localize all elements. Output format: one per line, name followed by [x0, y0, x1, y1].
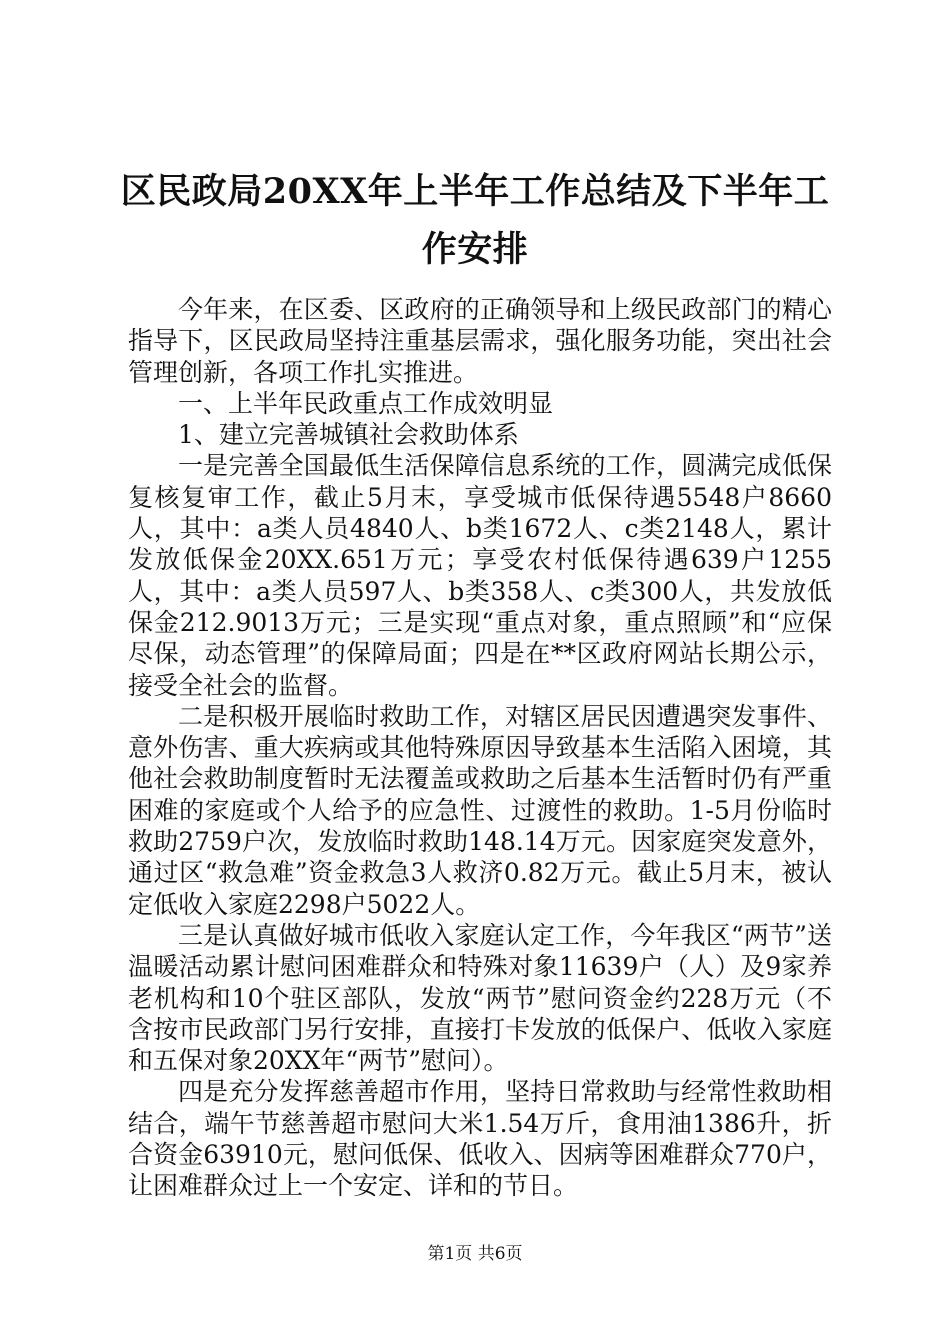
- document-title: 区民政局20XX年上半年工作总结及下半年工作安排: [120, 171, 830, 270]
- paragraph-item-3: 三是认真做好城市低收入家庭认定工作，今年我区“两节”送温暖活动累计慰问困难群众和特殊对象11639户（人）及9家养老机构和10个驻区部队，发放“两节”慰问资金约228万元（不含按市民政部门另行安排，直接打卡发放的低保户、低收入家庭和五保对象20XX年“两节”慰问）。: [128, 920, 832, 1076]
- page-footer: 第1页 共6页: [427, 1244, 523, 1264]
- document-body: [128, 294, 832, 1202]
- paragraph-item-2: 二是积极开展临时救助工作，对辖区居民因遭遇突发事件、意外伤害、重大疾病或其他特殊原因导致基本生活陷入困境，其他社会救助制度暂时无法覆盖或救助之后基本生活暂时仍有严重困难的家庭或个人给予的应急性、过渡性的救助。1-5月份临时救助2759户次，发放临时救助148.14万元。因家庭突发意外，通过区“救急难”资金救急3人救济0.82万元。截止5月末，被认定低收入家庭2298户5022人。: [128, 701, 832, 919]
- section-heading: 一、上半年民政重点工作成效明显: [178, 388, 554, 418]
- subsection-heading: 1、建立完善城镇社会救助体系: [178, 420, 519, 450]
- paragraph-item-1: 一是完善全国最低生活保障信息系统的工作，圆满完成低保复核复审工作，截止5月末，享受城市低保待遇5548户8660人，其中：a类人员4840人、b类1672人、c类2148人，累计发放低保金20XX.651万元；享受农村低保待遇639户1255人，其中：a类人员597人、b类358人、c类300人，共发放低保金212.9013万元；三是实现“重点对象，重点照顾”和“应保尽保，动态管理”的保障局面；四是在**区政府网站长期公示，接受全社会的监督。: [128, 451, 832, 700]
- intro-paragraph: 今年来，在区委、区政府的正确领导和上级民政部门的精心指导下，区民政局坚持注重基层需求，强化服务功能，突出社会管理创新，各项工作扎实推进。: [128, 295, 832, 387]
- paragraph-item-4: 四是充分发挥慈善超市作用，坚持日常救助与经常性救助相结合，端午节慈善超市慰问大米1.54万斤，食用油1386升，折合资金63910元，慰问低保、低收入、因病等困难群众770户，让困难群众过上一个安定、详和的节日。: [128, 1077, 832, 1201]
